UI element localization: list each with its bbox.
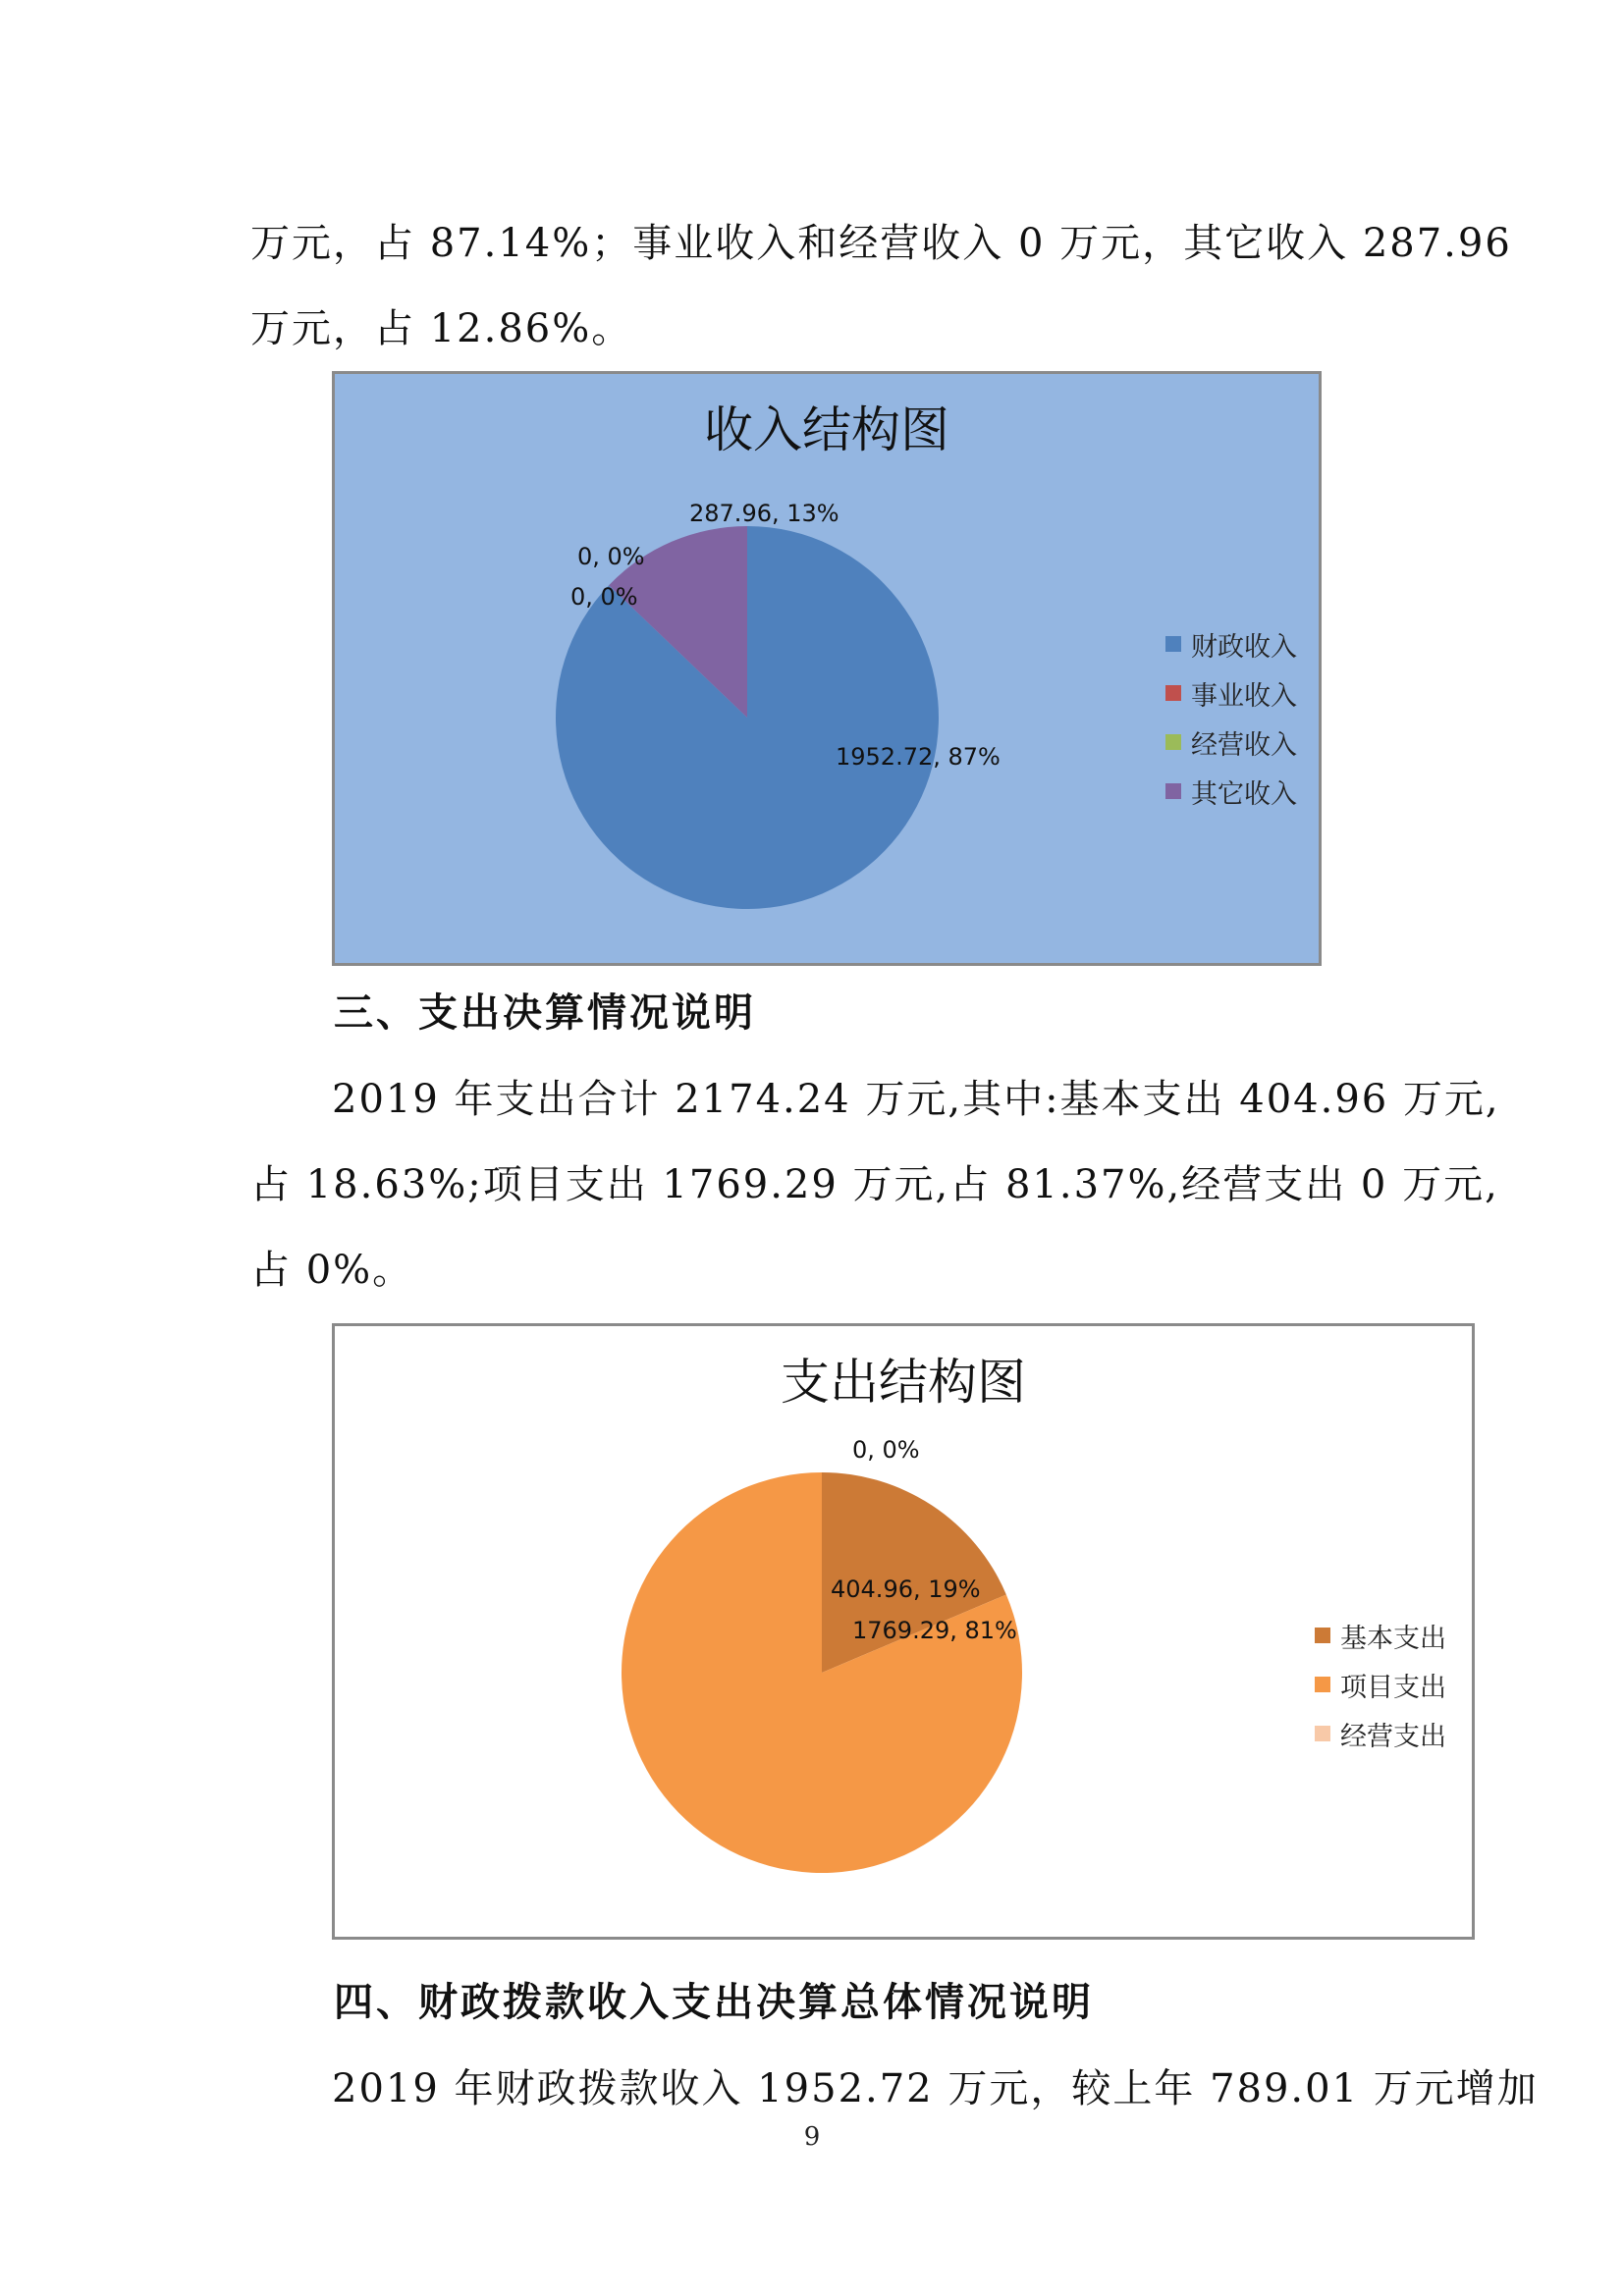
legend-label: 经营收入 [1191,729,1297,761]
legend-swatch-basic [1315,1628,1330,1643]
expense-structure-chart [332,1323,1475,1940]
expense-pie-svg [335,1326,1472,1937]
legend-label: 事业收入 [1191,680,1297,712]
chart-title: 收入结构图 [704,401,949,458]
pie-data-label-0: 1952.72, 87% [836,743,1001,771]
legend-swatch-fiscal [1165,636,1181,652]
legend-swatch-business [1165,685,1181,701]
legend-item [1315,1709,1446,1758]
paragraph-expense-line-3: 占 0%。 [250,1248,414,1293]
expense-legend [1315,1611,1446,1758]
pie-data-label-1: 1769.29, 81% [852,1617,1017,1644]
paragraph-expense-line-1: 2019 年支出合计 2174.24 万元,其中:基本支出 404.96 万元, [332,1077,1500,1122]
legend-swatch-operating [1165,734,1181,750]
page-number: 9 [803,2122,821,2152]
legend-item [1165,718,1297,767]
legend-item [1165,668,1297,718]
paragraph-income-line-1: 万元，占 87.14%；事业收入和经营收入 0 万元，其它收入 287.96 [250,221,1512,266]
legend-swatch-operating-expense [1315,1726,1330,1741]
legend-swatch-other [1165,783,1181,799]
pie-data-label-2: 0, 0% [852,1436,920,1464]
legend-label: 项目支出 [1340,1672,1446,1703]
legend-item [1165,767,1297,816]
pie-data-label-2: 0, 0% [577,543,645,570]
paragraph-fiscal-line-1: 2019 年财政拨款收入 1952.72 万元，较上年 789.01 万元增加 [332,2066,1539,2111]
legend-item [1315,1611,1446,1660]
pie-data-label-0: 404.96, 19% [831,1575,981,1603]
section-heading-expenditure: 三、支出决算情况说明 [334,990,756,1036]
legend-label: 其它收入 [1191,778,1297,810]
pie-data-label-3: 287.96, 13% [689,500,839,527]
chart-title: 支出结构图 [781,1354,1026,1411]
paragraph-income-line-2: 万元，占 12.86%。 [250,306,633,351]
income-structure-chart [332,371,1322,966]
legend-item [1315,1660,1446,1709]
legend-swatch-project [1315,1677,1330,1692]
section-heading-fiscal-appropriation: 四、财政拨款收入支出决算总体情况说明 [334,1980,1094,2025]
legend-label: 基本支出 [1340,1623,1446,1654]
paragraph-expense-line-2: 占 18.63%;项目支出 1769.29 万元,占 81.37%,经营支出 0 万元, [250,1162,1499,1207]
income-legend [1165,619,1297,816]
legend-label: 财政收入 [1191,631,1297,663]
legend-item [1165,619,1297,668]
legend-label: 经营支出 [1340,1721,1446,1752]
pie-data-label-1: 0, 0% [570,583,638,611]
